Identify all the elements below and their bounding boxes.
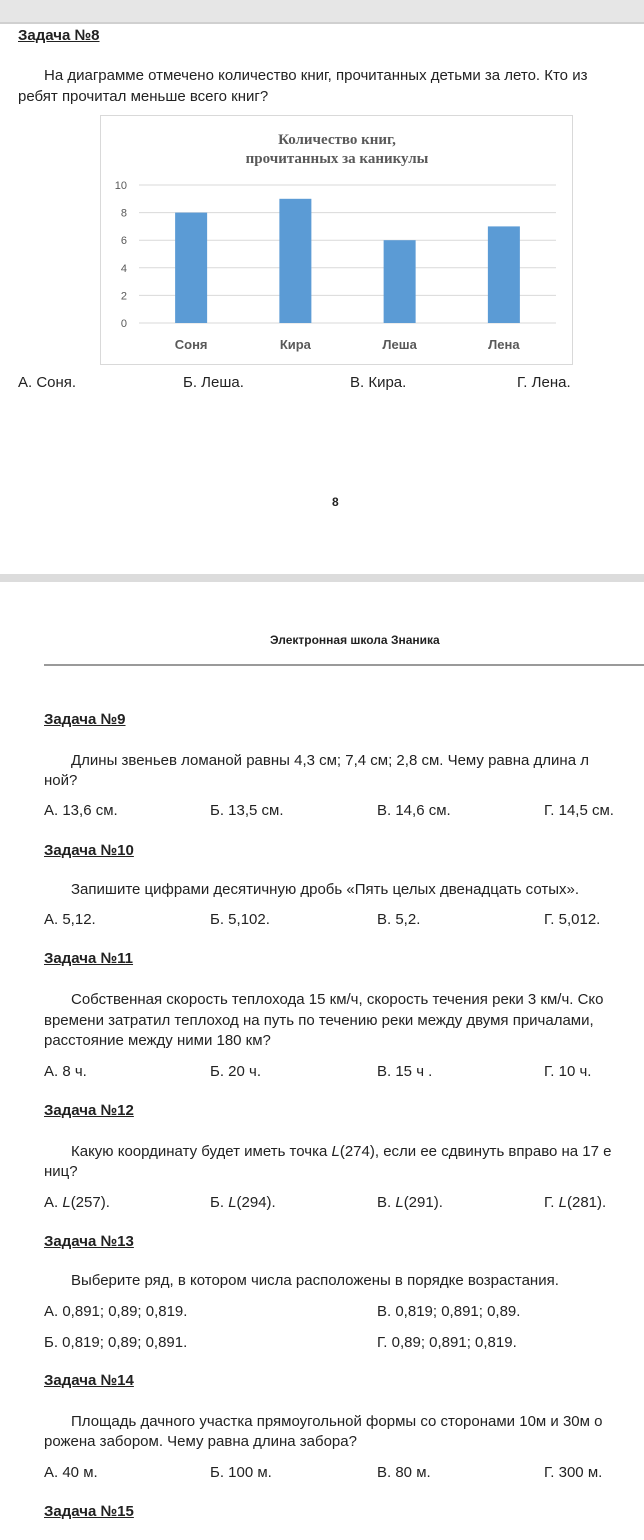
answer-variable: L [558,1194,567,1211]
chart-title-line1: Количество книг, [278,132,396,148]
task-11-question-line2: времени затратил теплоход на путь по течению реки между двумя причалами, [44,1012,594,1029]
answer-prefix: Г. [544,1194,559,1211]
task-15-title: Задача №15 [44,1503,134,1520]
task-9-title: Задача №9 [44,711,126,728]
answer-prefix: А. [44,1194,63,1211]
chart-title-line2: прочитанных за каникулы [245,151,429,167]
task-9-question-line2: ной? [44,772,78,789]
task-8-title: Задача №8 [18,27,100,44]
task-12-answer-c [377,1194,443,1211]
task-10-answer-c: В. 5,2. [377,911,421,928]
task-14-question-line1: Площадь дачного участка прямоугольной формы со сторонами 10м и 30м о [71,1413,603,1430]
task-8-answer-b: Б. Леша. [183,374,244,391]
task-11-question-line3: расстояние между ними 180 км? [44,1032,271,1049]
task-14-title: Задача №14 [44,1372,134,1389]
bar-chart [100,115,573,365]
bar-1 [175,213,207,323]
task-8-question-line1: На диаграмме отмечено количество книг, прочитанных детьми за лето. Кто из [44,67,588,84]
task-12-answer-d [544,1194,606,1211]
task-10-answer-d: Г. 5,012. [544,911,601,928]
page-number: 8 [332,495,339,509]
task-10-answer-b: Б. 5,102. [210,911,270,928]
page-separator [0,574,644,582]
task-14-question-line2: рожена забором. Чему равна длина забора? [44,1433,357,1450]
task-11-answer-b: Б. 20 ч. [210,1063,262,1080]
task-12-answer-a [44,1194,110,1211]
x-tick-label: Соня [174,337,208,352]
x-tick-label: Кира [279,337,311,352]
task-11-answer-c: В. 15 ч . [377,1063,433,1080]
y-tick-label: 8 [120,207,127,220]
bar-3 [384,240,416,323]
answer-value: (294). [236,1194,276,1211]
header-divider [44,664,644,666]
task-8-answer-c: В. Кира. [350,374,407,391]
task-9-answer-d: Г. 14,5 см. [544,802,614,819]
task-10-question: Запишите цифрами десятичную дробь «Пять целых двенадцать сотых». [71,881,580,898]
task-13-answer-a: А. 0,891; 0,89; 0,819. [44,1303,188,1320]
task-11-answer-a: А. 8 ч. [44,1063,87,1080]
answer-variable: L [228,1194,237,1211]
x-tick-label: Леша [382,337,417,352]
task-11-question-line1: Собственная скорость теплохода 15 км/ч, скорость течения реки 3 км/ч. Ско [71,991,604,1008]
page-header: Электронная школа Знаника [270,633,440,647]
y-tick-label: 6 [120,235,127,248]
task-13-title: Задача №13 [44,1233,134,1250]
task-8-answer-d: Г. Лена. [517,374,571,391]
task-13-answer-c: В. 0,819; 0,891; 0,89. [377,1303,521,1320]
task-12-question-line2: ниц? [44,1163,78,1180]
bar-chart-svg [101,116,572,364]
top-bar [0,0,644,24]
y-tick-label: 4 [120,262,127,275]
answer-value: (257). [70,1194,110,1211]
x-tick-label: Лена [488,337,520,352]
bar-2 [279,199,311,323]
task-11-answer-d: Г. 10 ч. [544,1063,592,1080]
y-tick-label: 10 [114,180,127,192]
task-14-answer-b: Б. 100 м. [210,1464,272,1481]
task-9-answer-c: В. 14,6 см. [377,802,451,819]
task-12-answer-b [210,1194,276,1211]
task-8-answer-a: А. Соня. [18,374,77,391]
task-10-title: Задача №10 [44,842,134,859]
answer-prefix: В. [377,1194,396,1211]
task-10-answer-a: А. 5,12. [44,911,96,928]
task-9-question-line1: Длины звеньев ломаной равны 4,3 см; 7,4 см; 2,8 см. Чему равна длина л [71,752,589,769]
task-9-answer-b: Б. 13,5 см. [210,802,284,819]
answer-value: (281). [566,1194,607,1211]
task-12-title: Задача №12 [44,1102,134,1119]
answer-prefix: Б. [210,1194,229,1211]
task-13-question: Выберите ряд, в котором числа расположены в порядке возрастания. [71,1272,559,1289]
task-12-question-pre: Какую координату будет иметь точка [71,1143,332,1160]
task-14-answer-a: А. 40 м. [44,1464,98,1481]
task-13-answer-d: Г. 0,89; 0,891; 0,819. [377,1334,517,1351]
task-8-question-line2: ребят прочитал меньше всего книг? [18,88,269,105]
answer-value: (291). [403,1194,443,1211]
task-14-answer-d: Г. 300 м. [544,1464,603,1481]
task-12-question-post: (274), если ее сдвинуть вправо на 17 е [339,1143,612,1160]
y-tick-label: 0 [120,318,127,330]
answer-variable: L [395,1194,404,1211]
task-11-title: Задача №11 [44,950,134,967]
task-9-answer-a: А. 13,6 см. [44,802,118,819]
task-12-question-line1 [71,1143,612,1160]
bar-4 [488,226,520,323]
task-12-question-var: L [331,1143,340,1160]
y-tick-label: 2 [120,290,127,303]
task-14-answer-c: В. 80 м. [377,1464,431,1481]
task-13-answer-b: Б. 0,819; 0,89; 0,891. [44,1334,188,1351]
answer-variable: L [62,1194,71,1211]
